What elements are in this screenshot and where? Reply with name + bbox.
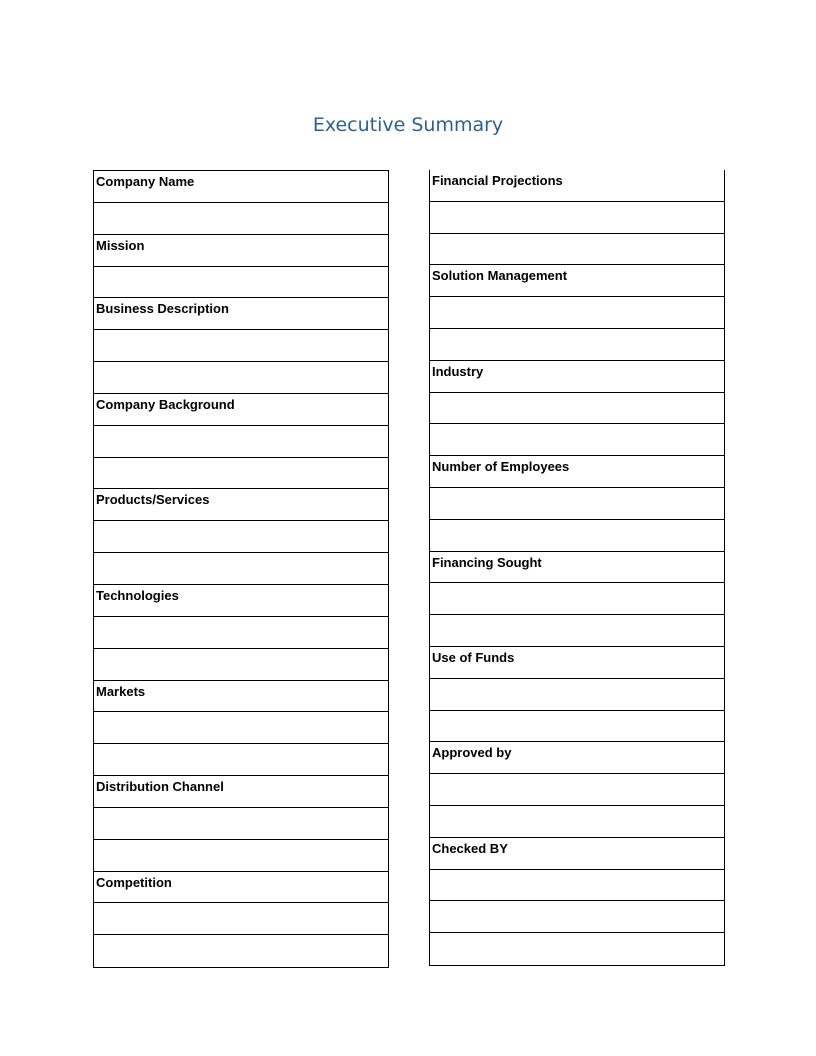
field-label-use-of-funds: Use of Funds: [430, 647, 724, 679]
blank-entry-line[interactable]: [430, 234, 724, 266]
blank-entry-line[interactable]: [94, 808, 388, 840]
blank-entry-line[interactable]: [94, 553, 388, 585]
field-label-solution-management: Solution Management: [430, 265, 724, 297]
blank-entry-line[interactable]: [94, 935, 388, 967]
blank-entry-line[interactable]: [430, 679, 724, 711]
blank-entry-line[interactable]: [94, 903, 388, 935]
left-form-column: [93, 170, 389, 968]
blank-entry-line[interactable]: [430, 329, 724, 361]
blank-entry-line[interactable]: [430, 933, 724, 965]
field-label-company-name: Company Name: [94, 171, 388, 203]
blank-entry-line[interactable]: [430, 393, 724, 425]
blank-entry-line[interactable]: [430, 711, 724, 743]
field-label-distribution-channel: Distribution Channel: [94, 776, 388, 808]
blank-entry-line[interactable]: [430, 520, 724, 552]
field-label-financial-projections: Financial Projections: [430, 170, 724, 202]
field-label-products-services: Products/Services: [94, 489, 388, 521]
blank-entry-line[interactable]: [430, 774, 724, 806]
blank-entry-line[interactable]: [430, 901, 724, 933]
blank-entry-line[interactable]: [430, 202, 724, 234]
field-label-company-background: Company Background: [94, 394, 388, 426]
field-label-approved-by: Approved by: [430, 742, 724, 774]
blank-entry-line[interactable]: [94, 521, 388, 553]
field-label-checked-by: Checked BY: [430, 838, 724, 870]
blank-entry-line[interactable]: [94, 267, 388, 299]
blank-entry-line[interactable]: [94, 458, 388, 490]
blank-entry-line[interactable]: [94, 330, 388, 362]
blank-entry-line[interactable]: [430, 488, 724, 520]
blank-entry-line[interactable]: [430, 297, 724, 329]
field-label-business-description: Business Description: [94, 298, 388, 330]
blank-entry-line[interactable]: [430, 806, 724, 838]
field-label-mission: Mission: [94, 235, 388, 267]
field-label-industry: Industry: [430, 361, 724, 393]
field-label-financing-sought: Financing Sought: [430, 552, 724, 584]
field-label-markets: Markets: [94, 681, 388, 713]
field-label-competition: Competition: [94, 872, 388, 904]
blank-entry-line[interactable]: [94, 744, 388, 776]
blank-entry-line[interactable]: [94, 712, 388, 744]
blank-entry-line[interactable]: [430, 583, 724, 615]
right-form-column: [429, 170, 725, 966]
blank-entry-line[interactable]: [430, 870, 724, 902]
blank-entry-line[interactable]: [430, 615, 724, 647]
field-label-technologies: Technologies: [94, 585, 388, 617]
page-title: Executive Summary: [312, 114, 504, 136]
blank-entry-line[interactable]: [94, 203, 388, 235]
blank-entry-line[interactable]: [94, 426, 388, 458]
blank-entry-line[interactable]: [94, 617, 388, 649]
field-label-number-of-employees: Number of Employees: [430, 456, 724, 488]
blank-entry-line[interactable]: [94, 649, 388, 681]
blank-entry-line[interactable]: [430, 424, 724, 456]
blank-entry-line[interactable]: [94, 362, 388, 394]
blank-entry-line[interactable]: [94, 840, 388, 872]
